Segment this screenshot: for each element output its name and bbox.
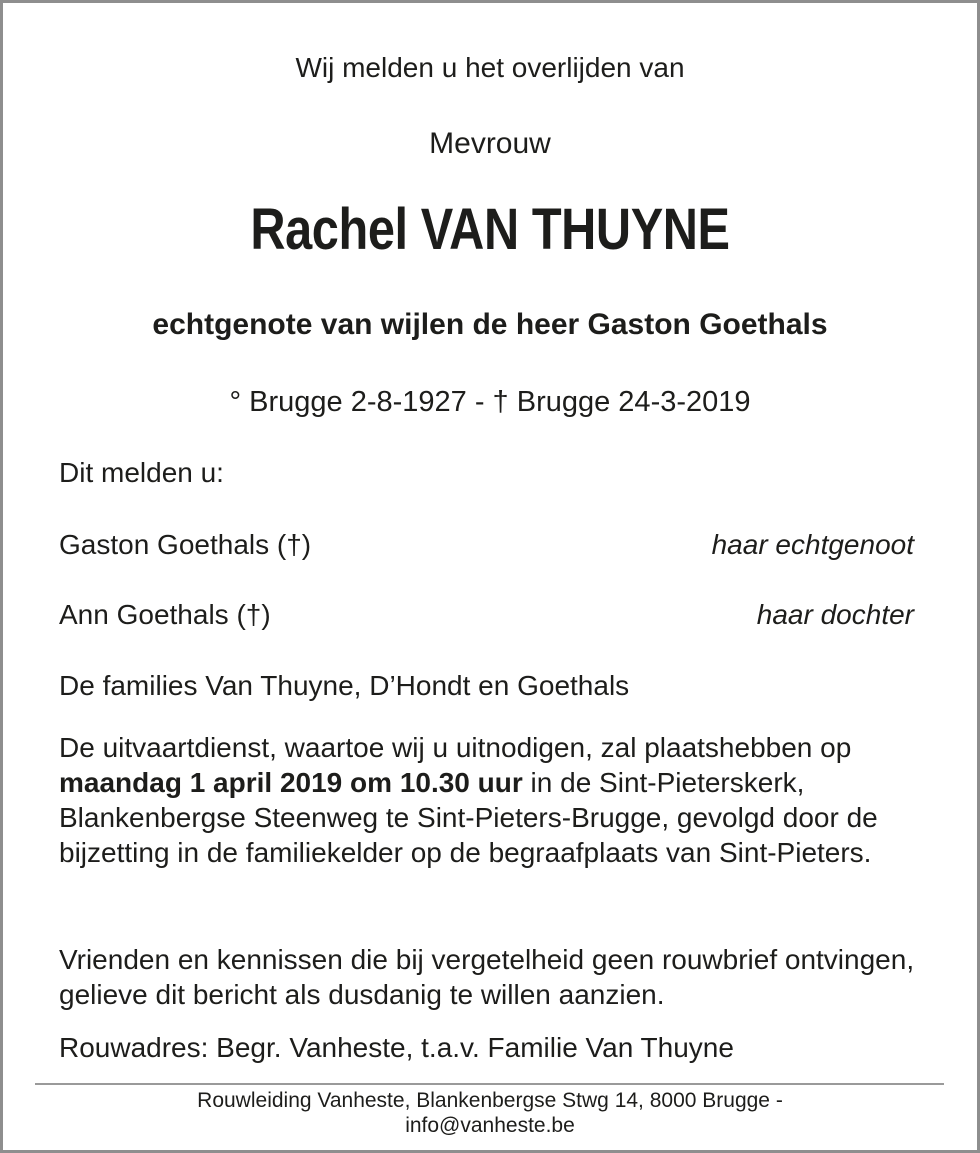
footer-email: info@vanheste.be — [405, 1114, 575, 1137]
intro-text: Wij melden u het overlijden van — [295, 52, 685, 83]
service-paragraph — [59, 730, 939, 870]
family-member-name: Ann Goethals (†) — [59, 599, 271, 630]
service-date-time: maandag 1 april 2019 om 10.30 uur — [59, 767, 523, 798]
families-line: De families Van Thuyne, D’Hondt en Goethals — [59, 670, 630, 701]
footer-divider — [35, 1083, 944, 1085]
family-member-relation: haar dochter — [756, 599, 914, 630]
family-heading: Dit melden u: — [59, 457, 224, 488]
family-member-name: Gaston Goethals (†) — [59, 529, 312, 560]
mourning-address: Rouwadres: Begr. Vanheste, t.a.v. Familie Van Thuyne — [59, 1032, 734, 1063]
footer-address: Rouwleiding Vanheste, Blankenbergse Stwg 14, 8000 Brugge - — [197, 1089, 783, 1112]
birth-death-dates: ° Brugge 2-8-1927 - † Brugge 24-3-2019 — [229, 386, 751, 418]
service-text-part1: De uitvaartdienst, waartoe wij u uitnodigen, zal plaatshebben op — [59, 732, 852, 763]
service-text-part2: in de Sint-Pieterskerk, Blankenbergse Steenweg te Sint-Pieters-Brugge, gevolgd door de bijzetting in de familiekelder op de begraafplaats van Sint-Pieters. — [59, 767, 878, 868]
spouse-line: echtgenote van wijlen de heer Gaston Goethals — [152, 308, 828, 341]
family-member-relation: haar echtgenoot — [711, 529, 914, 560]
notice-paragraph: Vrienden en kennissen die bij vergetelheid geen rouwbrief ontvingen, gelieve dit bericht als dusdanig te willen aanzien. — [59, 944, 915, 1010]
honorific-title: Mevrouw — [429, 127, 551, 160]
footer — [0, 1088, 980, 1138]
deceased-name: Rachel VAN THUYNE — [250, 197, 730, 262]
